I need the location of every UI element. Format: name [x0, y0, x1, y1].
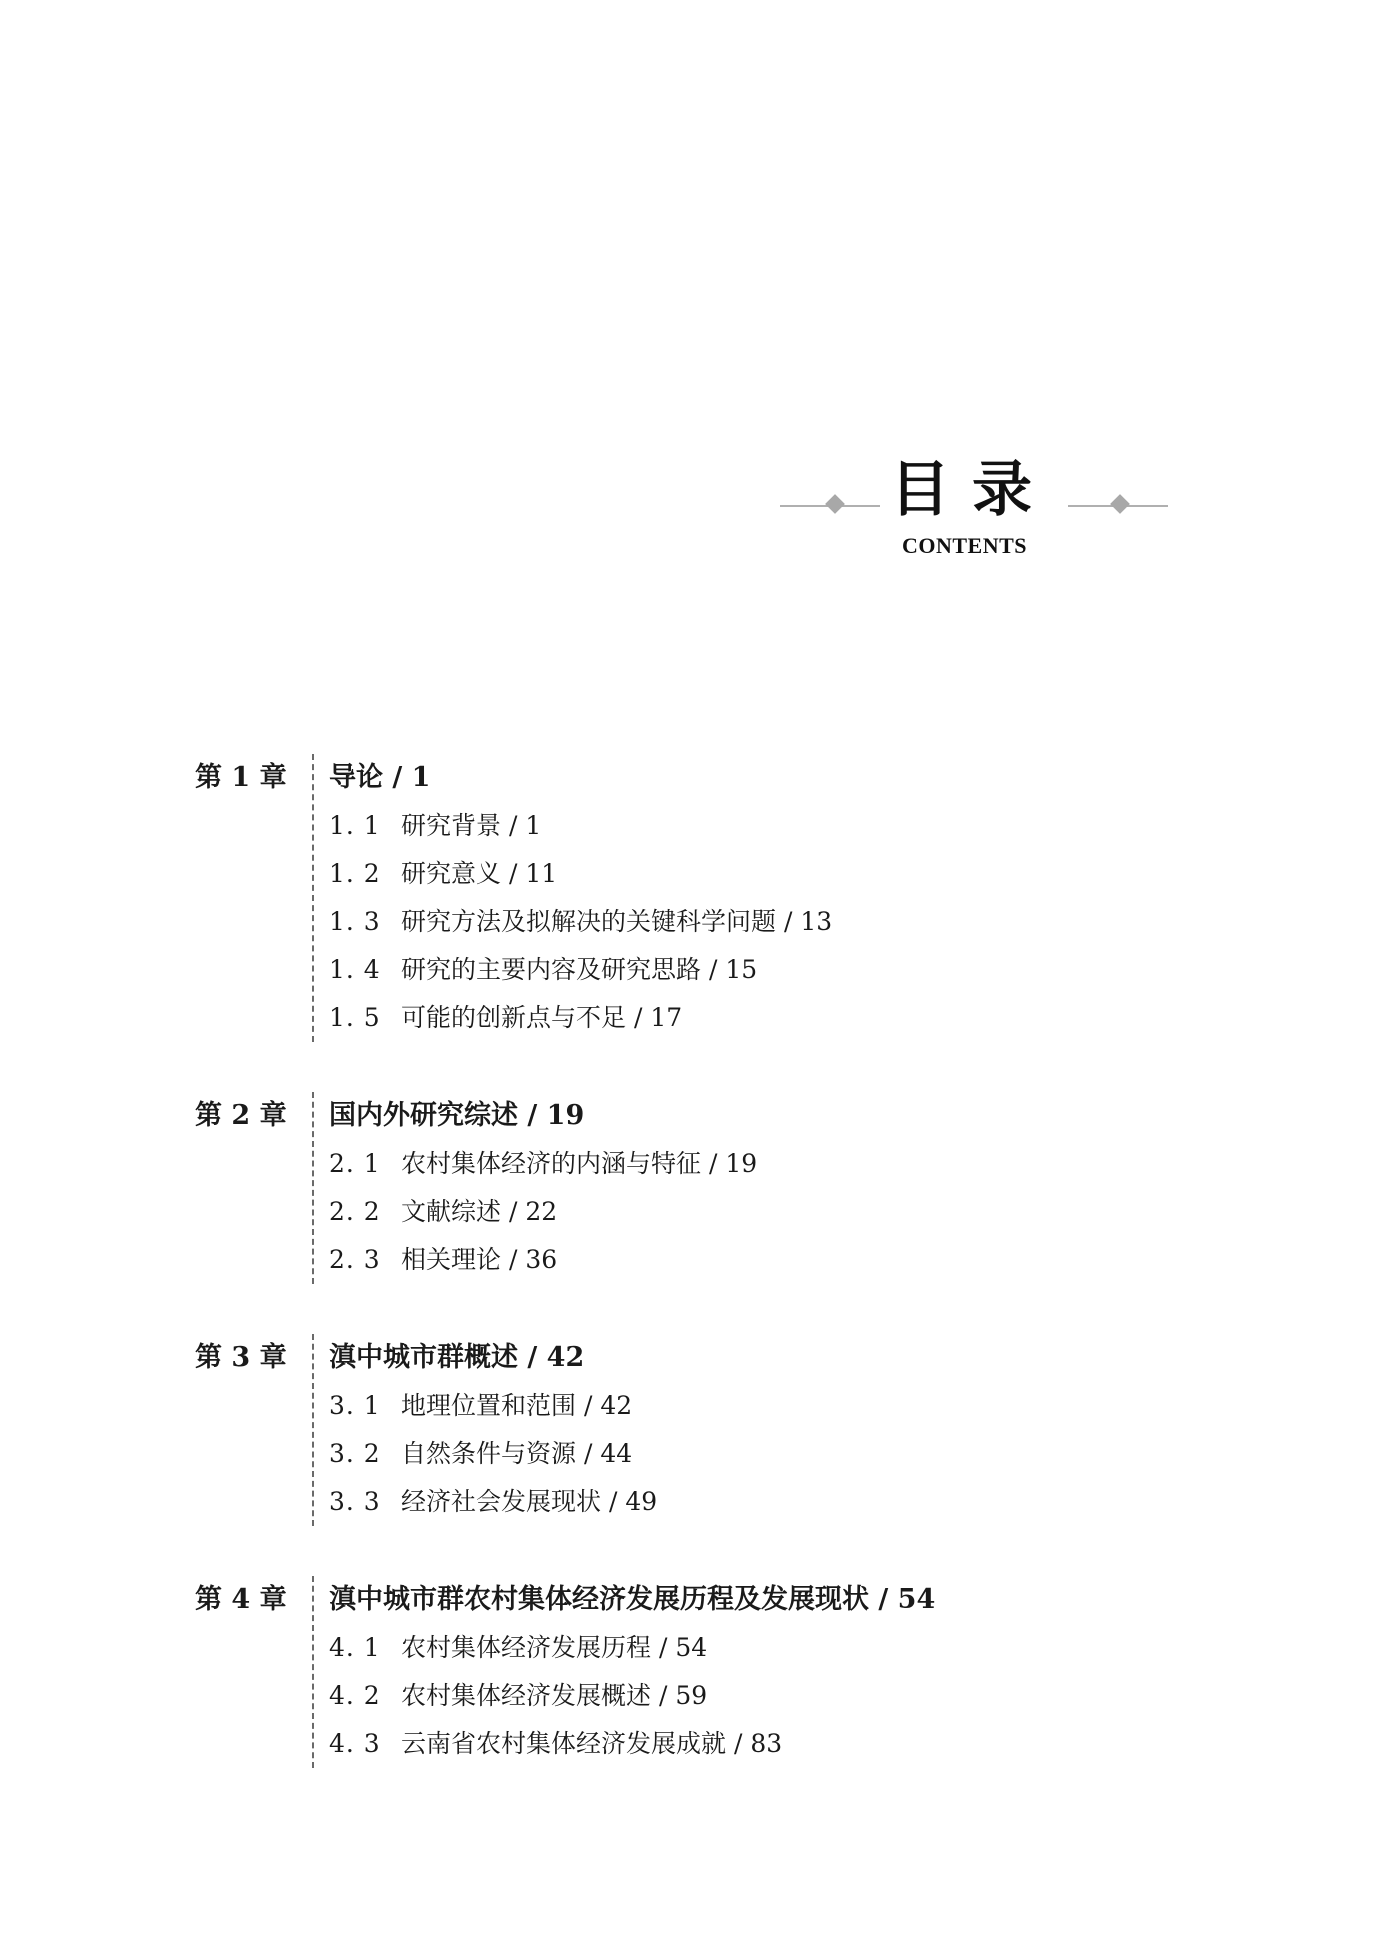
section-entry[interactable]: [329, 994, 1195, 1042]
section-number: 4. 2: [329, 1681, 381, 1710]
section-entry[interactable]: [329, 1624, 1195, 1672]
section-entry[interactable]: [329, 1188, 1195, 1236]
section-number: 1. 1: [329, 811, 381, 840]
section-number: 3. 2: [329, 1439, 381, 1468]
section-entry[interactable]: [329, 1672, 1195, 1720]
section-entry[interactable]: [329, 1236, 1195, 1284]
left-diamond-ornament: [825, 494, 845, 514]
section-number: 1. 3: [329, 907, 381, 936]
chapter-entries: [312, 1576, 1195, 1768]
section-entry[interactable]: [329, 1430, 1195, 1478]
chapter-3: [195, 1334, 1195, 1526]
section-number: 2. 2: [329, 1197, 381, 1226]
section-title: 经济社会发展现状 / 49: [401, 1487, 658, 1516]
chapter-1: [195, 754, 1195, 1042]
chapter-title-link[interactable]: 导论 / 1: [329, 762, 431, 793]
chapter-title-link[interactable]: 滇中城市群概述 / 42: [329, 1342, 585, 1373]
section-number: 3. 1: [329, 1391, 381, 1420]
chapter-entries: [312, 754, 1195, 1042]
page-subtitle: CONTENTS: [902, 533, 1028, 558]
section-title: 研究的主要内容及研究思路 / 15: [401, 955, 758, 984]
chapter-label: 第 1 章: [195, 762, 287, 793]
section-title: 云南省农村集体经济发展成就 / 83: [401, 1729, 783, 1758]
section-number: 4. 3: [329, 1729, 381, 1758]
chapter-label: 第 2 章: [195, 1100, 287, 1131]
page-title: 目录: [890, 455, 1054, 525]
section-entry[interactable]: [329, 850, 1195, 898]
section-title: 可能的创新点与不足 / 17: [401, 1003, 683, 1032]
section-title: 自然条件与资源 / 44: [401, 1439, 633, 1468]
chapter-title-link[interactable]: 滇中城市群农村集体经济发展历程及发展现状 / 54: [329, 1584, 936, 1615]
section-title: 研究方法及拟解决的关键科学问题 / 13: [401, 907, 833, 936]
section-title: 相关理论 / 36: [401, 1245, 558, 1274]
chapter-title-link[interactable]: 国内外研究综述 / 19: [329, 1100, 585, 1131]
chapter-label: 第 4 章: [195, 1584, 287, 1615]
chapter-entries: [312, 1092, 1195, 1284]
chapter-4: [195, 1576, 1195, 1768]
table-of-contents: [195, 754, 1195, 1818]
right-diamond-ornament: [1110, 494, 1130, 514]
section-entry[interactable]: [329, 802, 1195, 850]
section-entry[interactable]: [329, 1382, 1195, 1430]
chapter-entries: [312, 1334, 1195, 1526]
section-title: 农村集体经济的内涵与特征 / 19: [401, 1149, 758, 1178]
section-number: 2. 1: [329, 1149, 381, 1178]
section-entry[interactable]: [329, 898, 1195, 946]
section-title: 研究意义 / 11: [401, 859, 558, 888]
section-number: 2. 3: [329, 1245, 381, 1274]
section-title: 地理位置和范围 / 42: [401, 1391, 633, 1420]
section-title: 农村集体经济发展概述 / 59: [401, 1681, 708, 1710]
section-number: 3. 3: [329, 1487, 381, 1516]
section-title: 研究背景 / 1: [401, 811, 542, 840]
section-title: 文献综述 / 22: [401, 1197, 558, 1226]
section-entry[interactable]: [329, 946, 1195, 994]
section-number: 1. 4: [329, 955, 381, 984]
title-row: [780, 455, 1180, 525]
chapter-label: 第 3 章: [195, 1342, 287, 1373]
section-number: 1. 5: [329, 1003, 381, 1032]
section-entry[interactable]: [329, 1478, 1195, 1526]
section-entry[interactable]: [329, 1140, 1195, 1188]
chapter-2: [195, 1092, 1195, 1284]
section-number: 4. 1: [329, 1633, 381, 1662]
section-number: 1. 2: [329, 859, 381, 888]
section-entry[interactable]: [329, 1720, 1195, 1768]
section-title: 农村集体经济发展历程 / 54: [401, 1633, 708, 1662]
toc-header: [780, 455, 1180, 565]
